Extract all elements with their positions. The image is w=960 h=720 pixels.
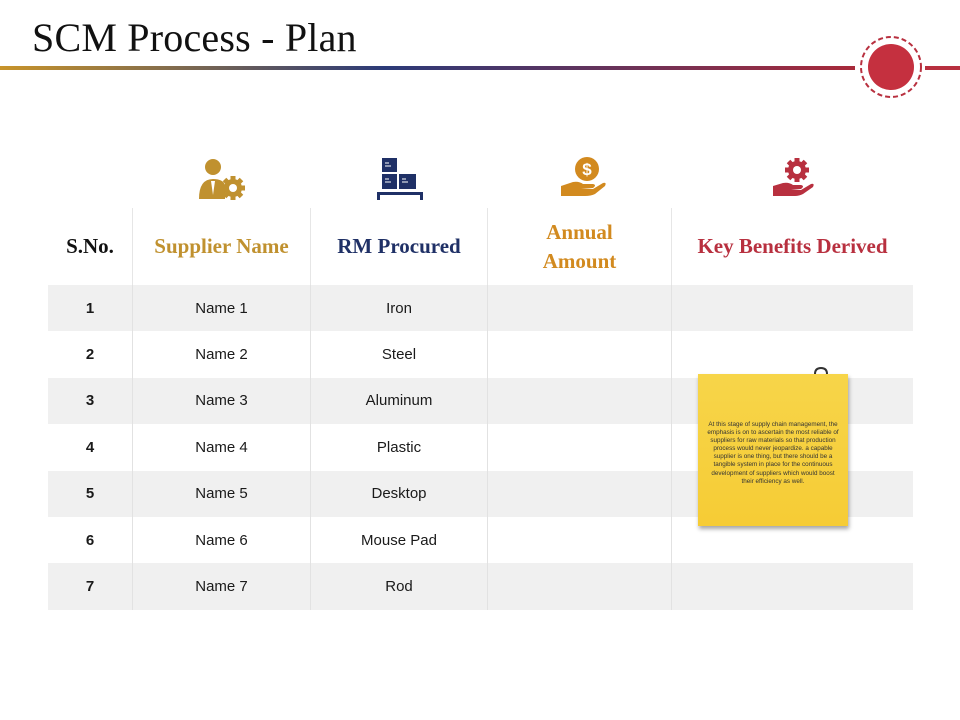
cell-rm-procured: Desktop [311,471,488,517]
table-row [48,285,913,331]
header-supplier-name: Supplier Name [133,208,311,285]
cell-annual-amount [488,517,672,563]
cell-supplier-name: Name 7 [133,563,311,609]
cell-supplier-name: Name 5 [133,471,311,517]
cell-sno: 2 [48,331,133,377]
sticky-note-text: At this stage of supply chain management, the emphasis is on to ascertain the most reliable of suppliers for raw materials so that production process would never jeopardize. a capable supplier is one thing, but there should be a tangible system in place for the continuous development of suppliers which would boost their efficiency as well. [707,421,839,485]
cell-sno: 5 [48,471,133,517]
cell-rm-procured: Steel [311,331,488,377]
table-row [48,331,913,377]
cell-rm-procured: Aluminum [311,378,488,424]
cell-annual-amount [488,331,672,377]
header-rm-procured: RM Procured [311,208,488,285]
cell-annual-amount [488,563,672,609]
header-sno: S.No. [48,208,133,285]
cell-supplier-name: Name 4 [133,424,311,470]
header-key-benefits: Key Benefits Derived [697,234,888,258]
cell-key-benefits [672,331,913,377]
cell-rm-procured: Rod [311,563,488,609]
cell-annual-amount [488,285,672,331]
cell-supplier-name: Name 1 [133,285,311,331]
title-divider-end [925,66,960,70]
cell-annual-amount [488,471,672,517]
cell-sno: 1 [48,285,133,331]
cell-rm-procured: Iron [311,285,488,331]
cell-key-benefits [672,285,913,331]
cell-key-benefits [672,563,913,609]
header-annual-amount: Annual Amount [488,208,672,285]
table-header-row [48,208,913,285]
gear-in-hand-icon [767,152,823,202]
cell-sno: 4 [48,424,133,470]
cell-sno: 6 [48,517,133,563]
boxes-on-pallet-icon [372,152,428,202]
cell-supplier-name: Name 6 [133,517,311,563]
cell-sno: 7 [48,563,133,609]
cell-supplier-name: Name 3 [133,378,311,424]
cell-annual-amount [488,424,672,470]
cell-sno: 3 [48,378,133,424]
dollar-in-hand-icon [555,152,611,202]
cell-supplier-name: Name 2 [133,331,311,377]
cell-annual-amount [488,378,672,424]
sticky-note [698,374,848,526]
page-title: SCM Process - Plan [32,15,357,60]
decorative-circle-badge [858,34,924,100]
title-divider [0,66,855,70]
table-row [48,563,913,609]
worker-gear-icon [193,155,249,205]
cell-rm-procured: Plastic [311,424,488,470]
cell-rm-procured: Mouse Pad [311,517,488,563]
svg-text:$: $ [582,160,592,179]
